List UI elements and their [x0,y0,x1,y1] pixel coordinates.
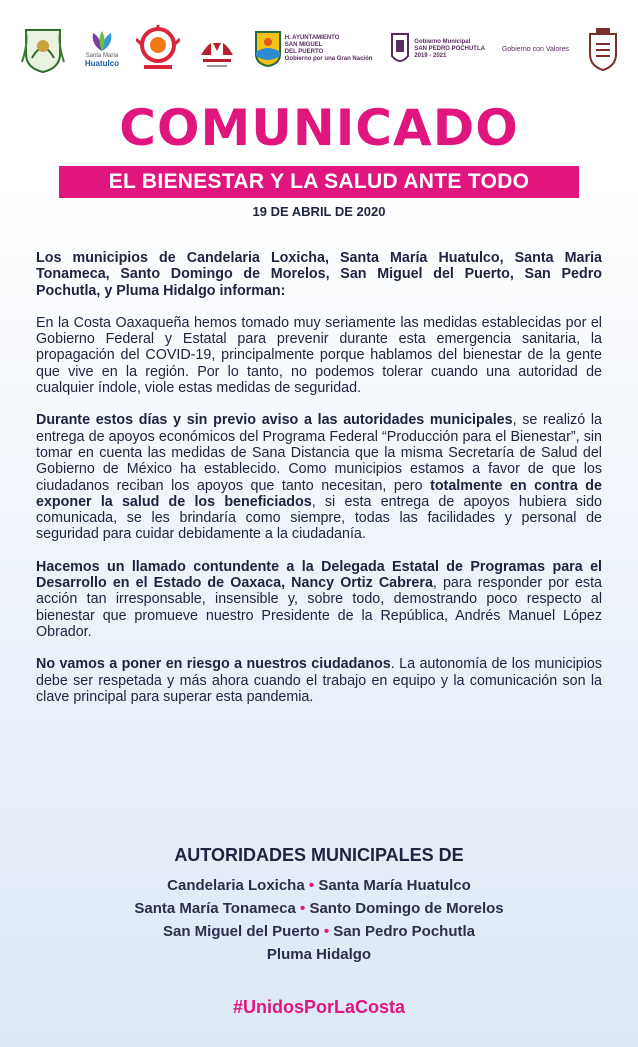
signoff-heading: AUTORIDADES MUNICIPALES DE [174,845,464,865]
signoff-line-3 [0,920,638,943]
municipality-name: Candelaria Loxicha [167,877,305,894]
hashtag: #UnidosPorLaCosta [232,997,406,1017]
page-title: COMUNICADO [119,99,519,157]
candelaria-loxicha-seal [18,24,68,74]
municipal-logos-row [18,18,620,80]
gobierno-con-valores-text: Gobierno con Valores [501,45,570,53]
paragraph-3-text: , para responder por esta acción tan irresponsable, insensible y, sobre todo, demostrando poco respecto al bienestar que promueve nuestro Presidente de la República, Andrés Manuel López Obrador. [36,575,602,640]
paragraph-4-text: . La autonomía de los municipios debe ser respetada y más ahora cuando el trabajo en equipo y la comunicación son la clave principal para superar esta pandemia. [36,656,603,705]
paragraph-4 [36,656,602,705]
paragraph-1: En la Costa Oaxaqueña hemos tomado muy seriamente las medidas establecidas por el Gobierno Federal y Estatal para prevenir durante esta emergencia sanitaria, la propagación del COVID-19, principalmente porque hablamos del bienestar de la gente que vive en la región. Por lo tanto, no podemos tolerar cuando una autoridad de cualquier índole, viole estas medidas de seguridad. [36,314,602,397]
publication-date: 19 DE ABRIL DE 2020 [252,204,386,219]
municipality-name: Santa María Tonameca [134,900,296,917]
san-pedro-pochutla-logo [389,30,485,68]
paragraph-4-lead: No vamos a poner en riesgo a nuestros ciudadanos [36,656,391,673]
bullet-separator: • [308,877,315,894]
municipality-name: San Miguel del Puerto [163,923,320,940]
intro-text: Los municipios de Candelaria Loxicha, Santa María Huatulco, Santa Maria Tonameca, Santo Domingo de Morelos, San Miguel del Puerto, San Pedro Pochutla, y Pluma Hidalgo informan: [36,250,602,299]
signoff-line-1 [0,874,638,897]
san-miguel-del-puerto-logo [254,30,373,68]
huatulco-logo-top-text: Santa María [85,53,119,59]
signoff-block [0,845,638,966]
signoff-line-2 [0,897,638,920]
san-miguel-logo-line1: H. AYUNTAMIENTO [284,35,340,41]
paragraph-2-text-b: , si esta entrega de apoyos hubiera sido comunicada, se les brindaría como siempre, todas las facilidades y personal de seguridad para cuidar debidamente a la ciudadanía. [36,493,602,543]
huatulco-logo-name: Huatulco [84,59,120,68]
paragraph-2-lead: Durante estos días y sin previo aviso a las autoridades municipales [36,412,513,429]
paragraph-2-text-a: , se realizó la entrega de apoyos económicos del Programa Federal “Producción para el Bienestar”, sin tomar en cuenta las medidas de Sana Distancia que la misma Secretaría de Salud del Gobierno de México ha establecido. Como municipios estamos a favor de que los ciudadanos reciban los apoyos que tanto necesitan, pero [36,412,603,494]
bullet-separator: • [300,900,306,917]
pochutla-logo-line1: Gobierno Municipal [414,38,471,45]
statement-body [36,250,602,721]
municipality-name: Pluma Hidalgo [266,946,372,963]
pochutla-logo-line2: SAN PEDRO POCHUTLA [414,45,485,52]
pluma-hidalgo-seal [586,26,620,72]
intro-paragraph [36,250,602,299]
municipality-name: San Pedro Pochutla [333,923,475,940]
paragraph-2-emphasis: totalmente en contra de exponer la salud de los beneficiados [36,477,602,510]
municipality-name: Santo Domingo de Morelos [309,900,504,917]
pochutla-logo-years: 2019 - 2021 [414,52,447,59]
santa-maria-huatulco-logo [85,31,119,67]
san-miguel-logo-line2: SAN MIGUEL [284,42,323,48]
paragraph-3-lead: Hacemos un llamado contundente a la Delegada Estatal de Programas para el Desarrollo en el Estado de Oaxaca, Nancy Ortiz Cabrera [36,558,602,592]
paragraph-2 [36,412,602,542]
bullet-separator: • [323,923,330,940]
signoff-line-4 [0,943,638,966]
subtitle-banner: EL BIENESTAR Y LA SALUD ANTE TODO [59,166,579,198]
san-miguel-logo-line4: Gobierno por una Gran Nación [284,56,373,62]
paragraph-3 [36,559,602,640]
municipality-name: Santa María Huatulco [318,877,471,894]
santo-domingo-de-morelos-logo [197,25,237,73]
tonameca-logo [136,25,180,73]
san-miguel-logo-line3: DEL PUERTO [284,49,324,55]
